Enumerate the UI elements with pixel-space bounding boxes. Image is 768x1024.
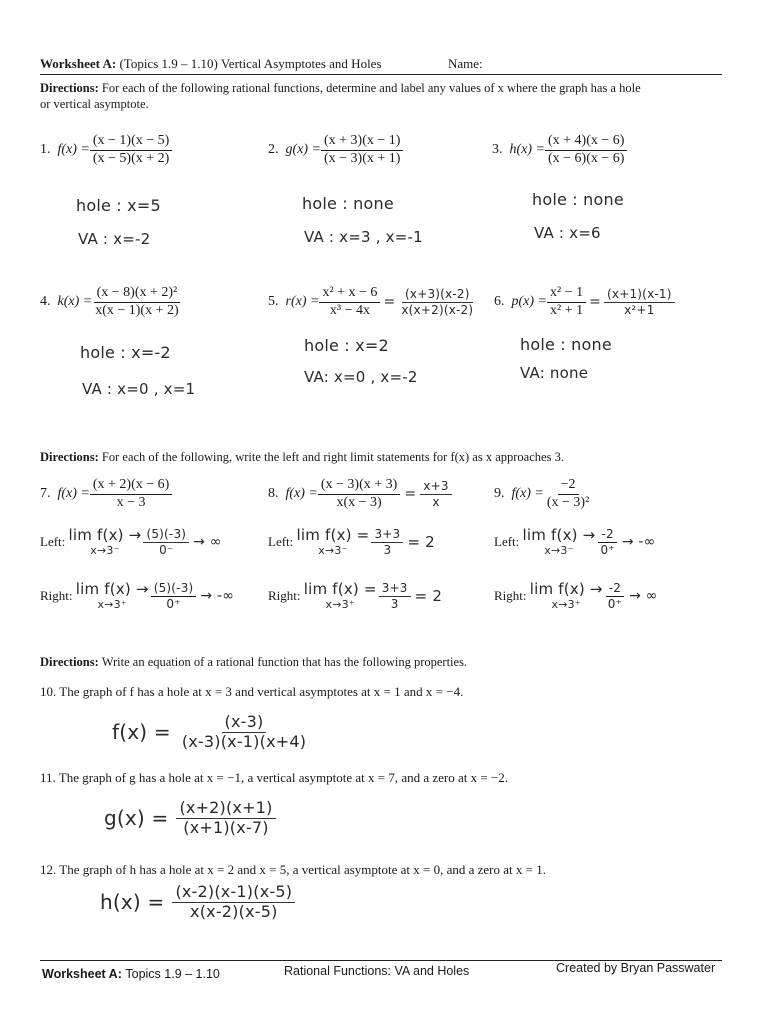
answer-lhs: h(x) =: [100, 890, 165, 915]
factored-expression: $\frac{(x+1)(x-1)}{\text{x²+1}}$: [604, 288, 675, 316]
section2-directions: [40, 450, 564, 465]
problem-number: 2.: [268, 142, 279, 158]
answer-expression: $\frac{(x+2)(x+1)}{(x+1)(x-7)}$: [176, 800, 275, 837]
equals-sign: =: [589, 294, 602, 311]
limit-result: → ∞: [629, 588, 658, 605]
equals-sign: =: [404, 486, 417, 503]
rational-expression: $\frac{(x + 2)(x - 6)}{x - 3}$: [90, 478, 172, 510]
section2-directions-text: For each of the following, write the left and right limit statements for f(x) as x approaches 3.: [101, 450, 564, 464]
function-lhs: k(x) =: [57, 294, 93, 310]
problem-number: 5.: [268, 294, 279, 310]
problem-3: [492, 134, 627, 166]
problem-number: 8.: [268, 486, 279, 502]
function-lhs: f(x) =: [57, 486, 90, 502]
answer-hole: hole : none: [520, 335, 612, 354]
function-lhs: f(x) =: [511, 486, 544, 502]
answer-va: VA : x=-2: [78, 230, 151, 248]
limit-fraction: $\frac{3+3}{3}$: [371, 528, 403, 556]
problem-8: [268, 478, 452, 510]
section3-directions-label: Directions:: [40, 655, 99, 669]
limit-notation: lim f(x) = x→3⁺: [303, 580, 377, 612]
limit-notation: lim f(x) = x→3⁻: [296, 526, 370, 558]
section3-directions-text: Write an equation of a rational function that has the following properties.: [101, 655, 468, 669]
answer-va: VA : x=3 , x=-1: [304, 228, 423, 246]
problem-number: 6.: [494, 294, 505, 310]
answer-expression: $\frac{(x-3)}{(x-3)(x-1)(x+4)}$: [181, 712, 307, 751]
function-lhs: f(x) =: [285, 486, 318, 502]
rational-expression: $\frac{\text{(x − 8)(x + 2)²}}{x(x - 1)(x + 2)}$: [95, 285, 179, 318]
answer-hole: hole : x=-2: [80, 343, 171, 362]
problem-5: [268, 286, 476, 318]
left-limit-7: [40, 528, 222, 556]
function-lhs: h(x) =: [509, 142, 545, 158]
right-limit-7: [40, 582, 234, 610]
problem-7: [40, 478, 172, 510]
worksheet-topics: (Topics 1.9 – 1.10) Vertical Asymptotes and Holes: [119, 56, 382, 71]
footer-worksheet: [42, 967, 220, 981]
section1-directions-line1: For each of the following rational functions, determine and label any values of x where the graph has a hole: [101, 81, 641, 95]
worksheet-header: [40, 56, 382, 72]
problem-number: 1.: [40, 142, 51, 158]
answer-lhs: g(x) =: [104, 806, 169, 831]
problem-2: [268, 134, 403, 166]
problem-9: [494, 478, 592, 510]
right-label: Right:: [494, 588, 527, 604]
problem-number: 4.: [40, 294, 51, 310]
problem-10-answer: [112, 714, 309, 751]
function-lhs: p(x) =: [511, 294, 547, 310]
limit-fraction: $\frac{3+3}{3}$: [379, 582, 411, 610]
problem-number: 3.: [492, 142, 503, 158]
equals-sign: =: [383, 294, 396, 311]
answer-hole: hole : none: [532, 190, 624, 209]
limit-fraction: $\frac{(5)(-3)}{0^-}$: [143, 528, 189, 556]
problem-10-prompt: 10. The graph of f has a hole at x = 3 and vertical asymptotes at x = 1 and x = −4.: [40, 684, 464, 699]
limit-fraction: $\frac{-2}{0^+}$: [600, 527, 615, 557]
limit-result: → -∞: [621, 534, 656, 551]
left-label: Left:: [494, 534, 520, 550]
section2-directions-label: Directions:: [40, 450, 99, 464]
limit-result: = 2: [414, 587, 443, 606]
problem-4: [40, 286, 182, 318]
limit-notation: lim f(x) → x→3⁺: [75, 580, 149, 612]
rational-expression: $\frac{(x - 3)(x + 3)}{x(x - 3)}$: [318, 478, 400, 510]
footer-credit: Created by Bryan Passwater: [556, 961, 716, 975]
answer-va: VA : x=6: [534, 224, 601, 242]
section1-directions-line2: or vertical asymptote.: [40, 97, 149, 111]
left-label: Left:: [268, 534, 294, 550]
rational-expression: $\frac{-2}{\text{(x − 3)²}}$: [546, 477, 590, 510]
limit-notation: lim f(x) → x→3⁺: [529, 580, 603, 612]
left-limit-8: [268, 528, 435, 556]
answer-expression: $\frac{(x-2)(x-1)(x-5)}{x(x-2)(x-5)}$: [172, 884, 295, 921]
right-label: Right:: [40, 588, 73, 604]
problem-1: [40, 134, 172, 166]
answer-va: VA: none: [520, 364, 589, 382]
limit-result: → ∞: [193, 534, 222, 551]
answer-hole: hole : x=5: [76, 196, 161, 215]
answer-va: VA: x=0 , x=-2: [304, 368, 418, 386]
limit-result: = 2: [407, 533, 435, 552]
problem-12-answer: [100, 884, 295, 921]
limit-fraction: $\frac{(5)(-3)}{0^+}$: [151, 582, 197, 610]
section1-directions-label: Directions:: [40, 81, 99, 95]
problem-number: 9.: [494, 486, 505, 502]
right-limit-8: [268, 582, 442, 610]
header-rule: [40, 74, 722, 75]
rational-expression: $\frac{(x + 4)(x - 6)}{(x - 6)(x - 6)}$: [545, 134, 627, 166]
footer-title: Rational Functions: VA and Holes: [284, 964, 470, 978]
left-label: Left:: [40, 534, 66, 550]
rational-expression: $\frac{(x - 1)(x - 5)}{(x - 5)(x + 2)}$: [90, 134, 172, 166]
answer-va: VA : x=0 , x=1: [82, 380, 196, 398]
answer-hole: hole : none: [302, 194, 394, 213]
footer-worksheet-label: Worksheet A:: [42, 967, 122, 981]
function-lhs: f(x) =: [57, 142, 90, 158]
simplified-expression: $\frac{x+3}{x}$: [420, 480, 451, 508]
answer-hole: hole : x=2: [304, 336, 389, 355]
problem-number: 7.: [40, 486, 51, 502]
problem-11-prompt: 11. The graph of g has a hole at x = −1, a vertical asymptote at x = 7, and a zero at x = −2.: [40, 770, 509, 785]
factored-expression: $\frac{(x+3)(x-2)}{x(x+2)(x-2)}$: [401, 287, 474, 317]
right-limit-9: [494, 582, 658, 610]
limit-notation: lim f(x) → x→3⁻: [522, 526, 596, 558]
limit-fraction: $\frac{-2}{0^+}$: [607, 581, 623, 611]
problem-11-answer: [104, 800, 276, 837]
left-limit-9: [494, 528, 656, 556]
problem-6: [494, 286, 675, 318]
name-label: Name:: [448, 56, 483, 71]
answer-lhs: f(x) =: [112, 720, 171, 745]
section1-directions: [40, 80, 730, 112]
footer-topics: Topics 1.9 – 1.10: [125, 967, 220, 981]
problem-12-prompt: 12. The graph of h has a hole at x = 2 and x = 5, a vertical asymptote at x = 0, and a zero at x = 1.: [40, 862, 546, 877]
limit-notation: lim f(x) → x→3⁻: [68, 526, 142, 558]
worksheet-label: Worksheet A:: [40, 56, 117, 71]
limit-result: → -∞: [200, 588, 235, 605]
rational-expression: $\frac{(x + 3)(x - 1)}{(x - 3)(x + 1)}$: [321, 134, 403, 166]
section3-directions: [40, 655, 467, 670]
rational-expression: $\frac{\text{x² − 1}}{\text{x² + 1}}$: [547, 286, 586, 318]
function-lhs: r(x) =: [285, 294, 320, 310]
rational-expression: $\frac{\text{x² + x − 6}}{\text{x³ − 4x}}$: [319, 286, 380, 318]
right-label: Right:: [268, 588, 301, 604]
function-lhs: g(x) =: [285, 142, 321, 158]
